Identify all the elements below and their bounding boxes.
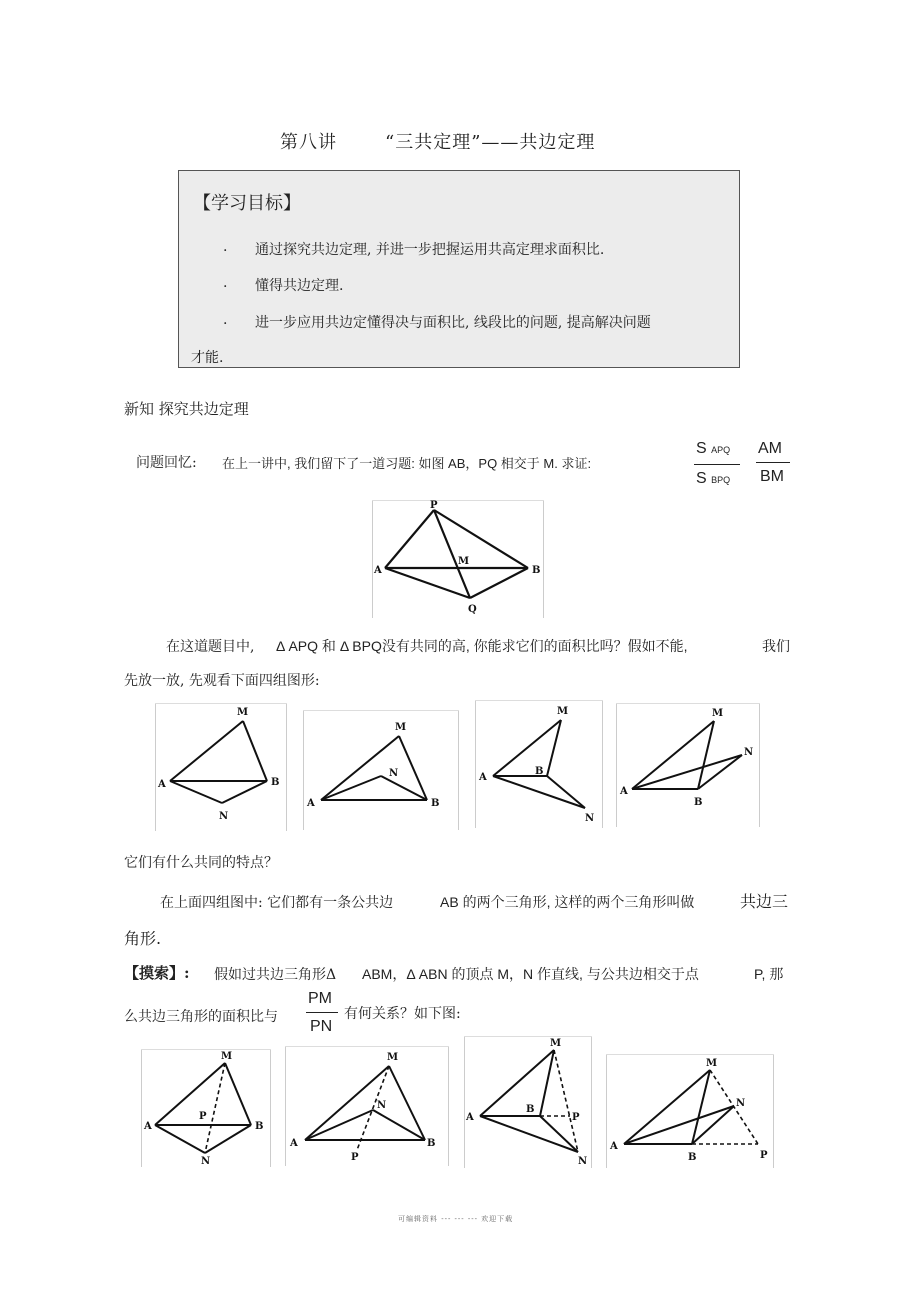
lecture-number: 第八讲 (280, 132, 337, 153)
explore-text3: P, 那 (754, 966, 784, 982)
figure-row2-2 (285, 1046, 449, 1166)
figure-row1-2 (303, 710, 459, 830)
svg-text:M: M (237, 707, 249, 718)
para1-end: 我们 (762, 639, 790, 655)
para2-end: 共边三 (740, 892, 789, 911)
svg-text:M: M (557, 706, 569, 717)
svg-text:A: A (466, 1112, 474, 1123)
section-heading: 新知 探究共边定理 (124, 400, 249, 418)
svg-text:N: N (585, 813, 595, 824)
para1-line2: 先放一放, 先观看下面四组图形: (124, 673, 320, 689)
label-q: Q (468, 604, 477, 615)
svg-text:B: B (694, 797, 703, 808)
para1-start: 在这道题目中, (166, 639, 255, 655)
question-text: 它们有什么共同的特点？ (124, 855, 278, 871)
figure-apq-bpq (372, 500, 544, 618)
goal-continuation: 才能. (191, 350, 224, 366)
area-ratio-fraction: S APQ S BPQ (694, 440, 746, 492)
svg-text:P: P (572, 1112, 580, 1123)
svg-text:P: P (199, 1111, 207, 1122)
svg-text:A: A (620, 786, 628, 797)
lecture-topic: “三共定理”——共边定理 (385, 132, 596, 153)
svg-text:M: M (706, 1058, 718, 1069)
para2-start: 在上面四组图中: 它们都有一条公共边 (160, 895, 394, 911)
svg-text:A: A (290, 1138, 298, 1149)
explore-line2a: 么共边三角形的面积比与 (124, 1009, 278, 1025)
svg-text:B: B (688, 1152, 697, 1163)
figure-row2-4 (606, 1054, 774, 1168)
footer: 可编辑资料 --- --- --- 欢迎下载 (398, 1215, 514, 1223)
goals-heading: 【学习目标】 (193, 193, 301, 214)
explore-line2b: 有何关系？如下图: (344, 1006, 461, 1022)
svg-text:M: M (395, 722, 407, 733)
figure-row1-4 (616, 703, 760, 827)
svg-text:B: B (271, 777, 280, 788)
figure-row1-3 (475, 700, 603, 828)
svg-text:B: B (255, 1121, 264, 1132)
label-b: B (532, 565, 541, 576)
label-p: P (430, 500, 438, 511)
problem-text: 在上一讲中, 我们留下了一道习题: 如图 AB，PQ 相交于 M. 求证: (222, 456, 592, 471)
svg-text:M: M (221, 1051, 233, 1062)
para1-middle: Δ APQ 和 Δ BPQ没有共同的高, 你能求它们的面积比吗？假如不能, (276, 638, 688, 654)
svg-text:N: N (389, 768, 399, 779)
svg-text:N: N (201, 1156, 211, 1167)
para2-line2: 角形. (124, 929, 162, 948)
learning-goals-box: 【学习目标】 . 通过探究共边定理, 并进一步把握运用共高定理求面积比. . 懂得共边定理. . 进一步应用共边定懂得决与面积比, 线段比的问题, 提高解决问题 才能. (178, 170, 740, 368)
problem-label: 问题回忆: (136, 455, 197, 471)
svg-text:N: N (736, 1098, 746, 1109)
segment-ratio-fraction: AM BM (756, 440, 792, 492)
page-title (280, 128, 595, 154)
explore-label: 【摸索】: (124, 964, 190, 982)
svg-text:M: M (712, 708, 724, 719)
svg-text:P: P (760, 1150, 768, 1161)
figure-row2-3 (464, 1036, 592, 1168)
svg-text:A: A (610, 1141, 618, 1152)
svg-text:B: B (535, 766, 544, 777)
svg-text:A: A (144, 1121, 152, 1132)
svg-text:M: M (550, 1038, 562, 1049)
svg-text:A: A (307, 798, 315, 809)
svg-text:B: B (431, 798, 440, 809)
svg-text:N: N (744, 747, 754, 758)
pm-pn-fraction: PM PN (306, 990, 340, 1038)
svg-text:N: N (578, 1156, 588, 1167)
svg-text:B: B (427, 1138, 436, 1149)
svg-text:B: B (526, 1104, 535, 1115)
label-m: M (458, 556, 470, 567)
para2-middle: AB 的两个三角形, 这样的两个三角形叫做 (440, 894, 695, 910)
explore-text1: 假如过共边三角形Δ (214, 967, 337, 983)
explore-text2: ABM，Δ ABN 的顶点 M，N 作直线, 与公共边相交于点 (362, 966, 699, 982)
svg-text:A: A (158, 779, 166, 790)
svg-text:M: M (387, 1052, 399, 1063)
label-a: A (374, 565, 382, 576)
svg-text:N: N (219, 811, 229, 822)
svg-text:A: A (479, 772, 487, 783)
svg-text:P: P (351, 1152, 359, 1163)
svg-text:N: N (377, 1100, 387, 1111)
figure-row1-1 (155, 703, 287, 831)
figure-row2-1 (141, 1049, 271, 1167)
